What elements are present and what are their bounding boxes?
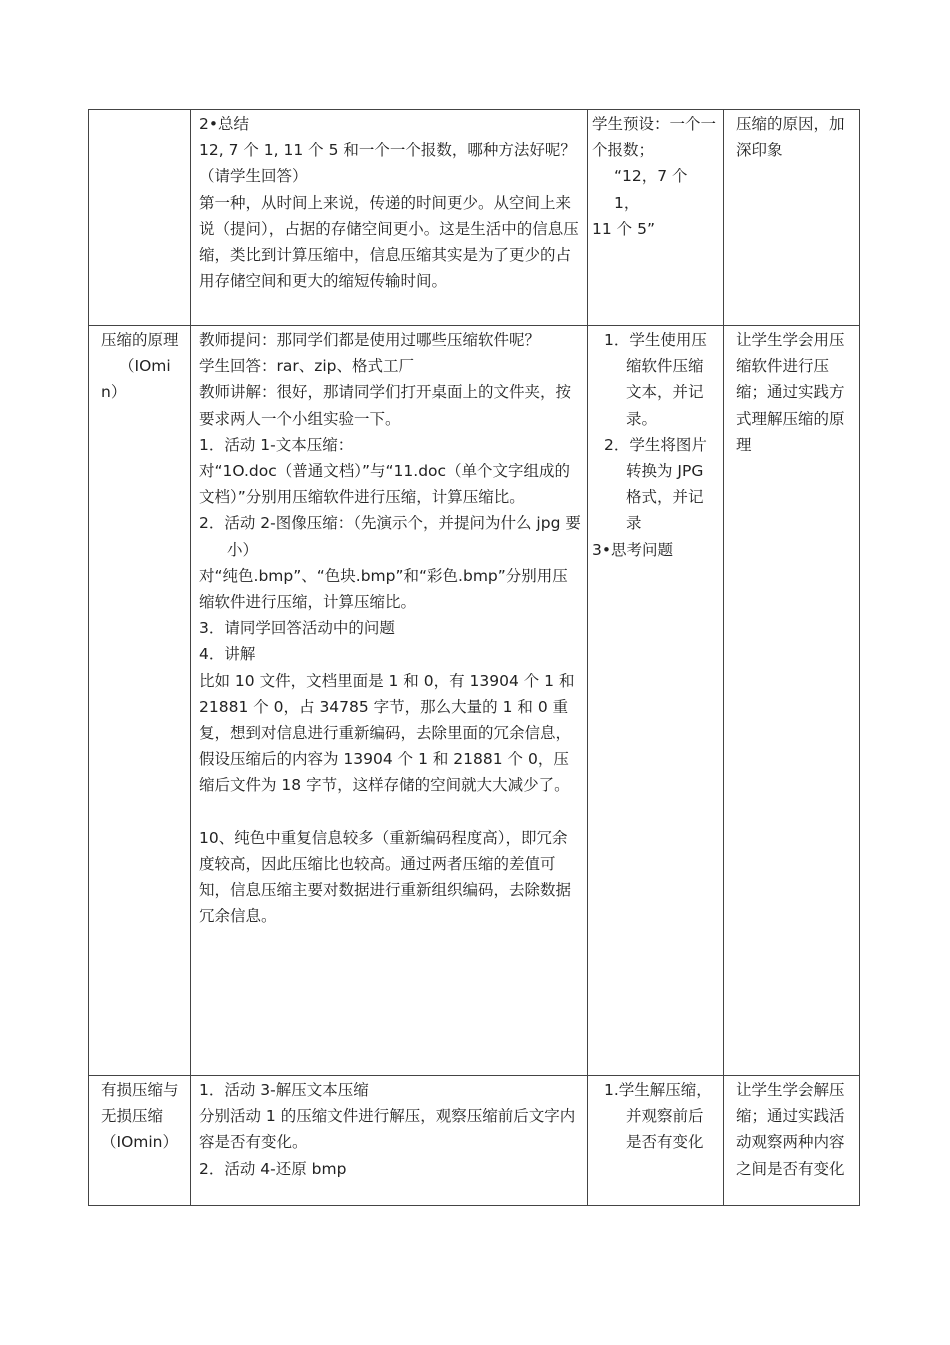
blank-line [199, 799, 581, 825]
teacher-text: 学生回答：rar、zip、格式工厂 [199, 357, 415, 376]
stage-duration: （IOmin） [101, 1133, 179, 1152]
activity-heading: 4．讲解 [199, 645, 256, 664]
student-text: 11 个 5” [592, 219, 655, 238]
student-text: “12，7 个 1， [614, 167, 688, 212]
intent-text: 让学生学会用压缩软件进行压缩；通过实践方式理解压缩的原理 [736, 331, 845, 454]
activity-heading: 2．活动 4-还原 bmp [199, 1159, 347, 1178]
teacher-text: 对“1O.doc（普通文档）”与“11.doc（单个文字组成的文档）”分别用压缩软件进行压缩，计算压缩比。 [199, 462, 571, 507]
stage-cell [89, 326, 191, 1076]
student-text: 2．学生将图片转换为 JPG 格式，并记录 [604, 435, 707, 533]
teacher-text: 对“纯色.bmp”、“色块.bmp”和“彩色.bmp”分别用压缩软件进行压缩，计算压缩比。 [199, 566, 568, 612]
activity-heading: 1．活动 1-文本压缩： [199, 435, 354, 454]
activity-heading: 2．活动 2-图像压缩：（先演示个，并提问为什么 jpg 要小） [199, 514, 581, 559]
teacher-text: 教师提问：那同学们都是使用过哪些压缩软件呢？ [199, 331, 541, 349]
student-text: 1．学生使用压缩软件压缩文本，并记录。 [604, 331, 707, 428]
teacher-text: 分别活动 1 的压缩文件进行解压，观察压缩前后文字内容是否有变化。 [199, 1107, 576, 1152]
teacher-text: 12, 7 个 1, 11 个 5 和一个一个报数，哪种方法好呢？（请学生回答） [199, 141, 576, 186]
table-row [89, 1076, 860, 1206]
student-text: 3•思考问题 [592, 540, 674, 559]
student-activity-cell [588, 326, 724, 1076]
stage-duration: （IOmin） [101, 357, 171, 402]
design-intent-cell [724, 110, 860, 326]
design-intent-cell [724, 1076, 860, 1206]
teacher-text: 10、纯色中重复信息较多（重新编码程度高），即冗余度较高，因此压缩比也较高。通过两者压缩的差值可知，信息压缩主要对数据进行重新组织编码，去除数据冗余信息。 [199, 828, 572, 926]
student-activity-cell [588, 1076, 724, 1206]
teacher-activity-cell [191, 1076, 588, 1206]
student-activity-cell [588, 110, 724, 326]
design-intent-cell [724, 326, 860, 1076]
teacher-text: 第一种，从时间上来说，传递的时间更少。从空间上来说（提问），占据的存储空间更小。这是生活中的信息压缩，类比到计算压缩中，信息压缩其实是为了更少的占用存储空间和更大的缩短传输时间。 [199, 193, 579, 291]
table-row [89, 326, 860, 1076]
stage-title: 有损压缩与无损压缩 [101, 1081, 179, 1126]
activity-heading: 1．活动 3-解压文本压缩 [199, 1081, 369, 1099]
student-text: 学生预设：一个一个报数； [592, 115, 717, 160]
teacher-activity-cell [191, 110, 588, 326]
table-row [89, 110, 860, 326]
stage-cell [89, 1076, 191, 1206]
stage-cell [89, 110, 191, 326]
lesson-plan-table [88, 109, 860, 1206]
stage-title: 压缩的原理 [101, 331, 179, 349]
teacher-text: 教师讲解：很好，那请同学们打开桌面上的文件夹，按要求两人一个小组实验一下。 [199, 383, 572, 428]
teacher-text: 2•总结 [199, 115, 250, 133]
intent-text: 让学生学会解压缩；通过实践活动观察两种内容之间是否有变化 [736, 1081, 845, 1178]
intent-text: 压缩的原因，加深印象 [736, 115, 845, 160]
student-text: 1.学生解压缩，并观察前后是否有变化 [604, 1081, 712, 1152]
lesson-plan-document [88, 109, 859, 1206]
teacher-activity-cell [191, 326, 588, 1076]
teacher-text: 比如 10 文件，文档里面是 1 和 0，有 13904 个 1 和 21881 个 0，占 34785 字节，那么大量的 1 和 0 重复，想到对信息进行重新编码，去除里面的冗余信息，假设压缩后的内容为 13904 个 1 和 21881 个 0，压缩后文件为 18 字节，这样存储的空间就大大减少了。 [199, 671, 575, 795]
activity-heading: 3．请同学回答活动中的问题 [199, 619, 395, 638]
